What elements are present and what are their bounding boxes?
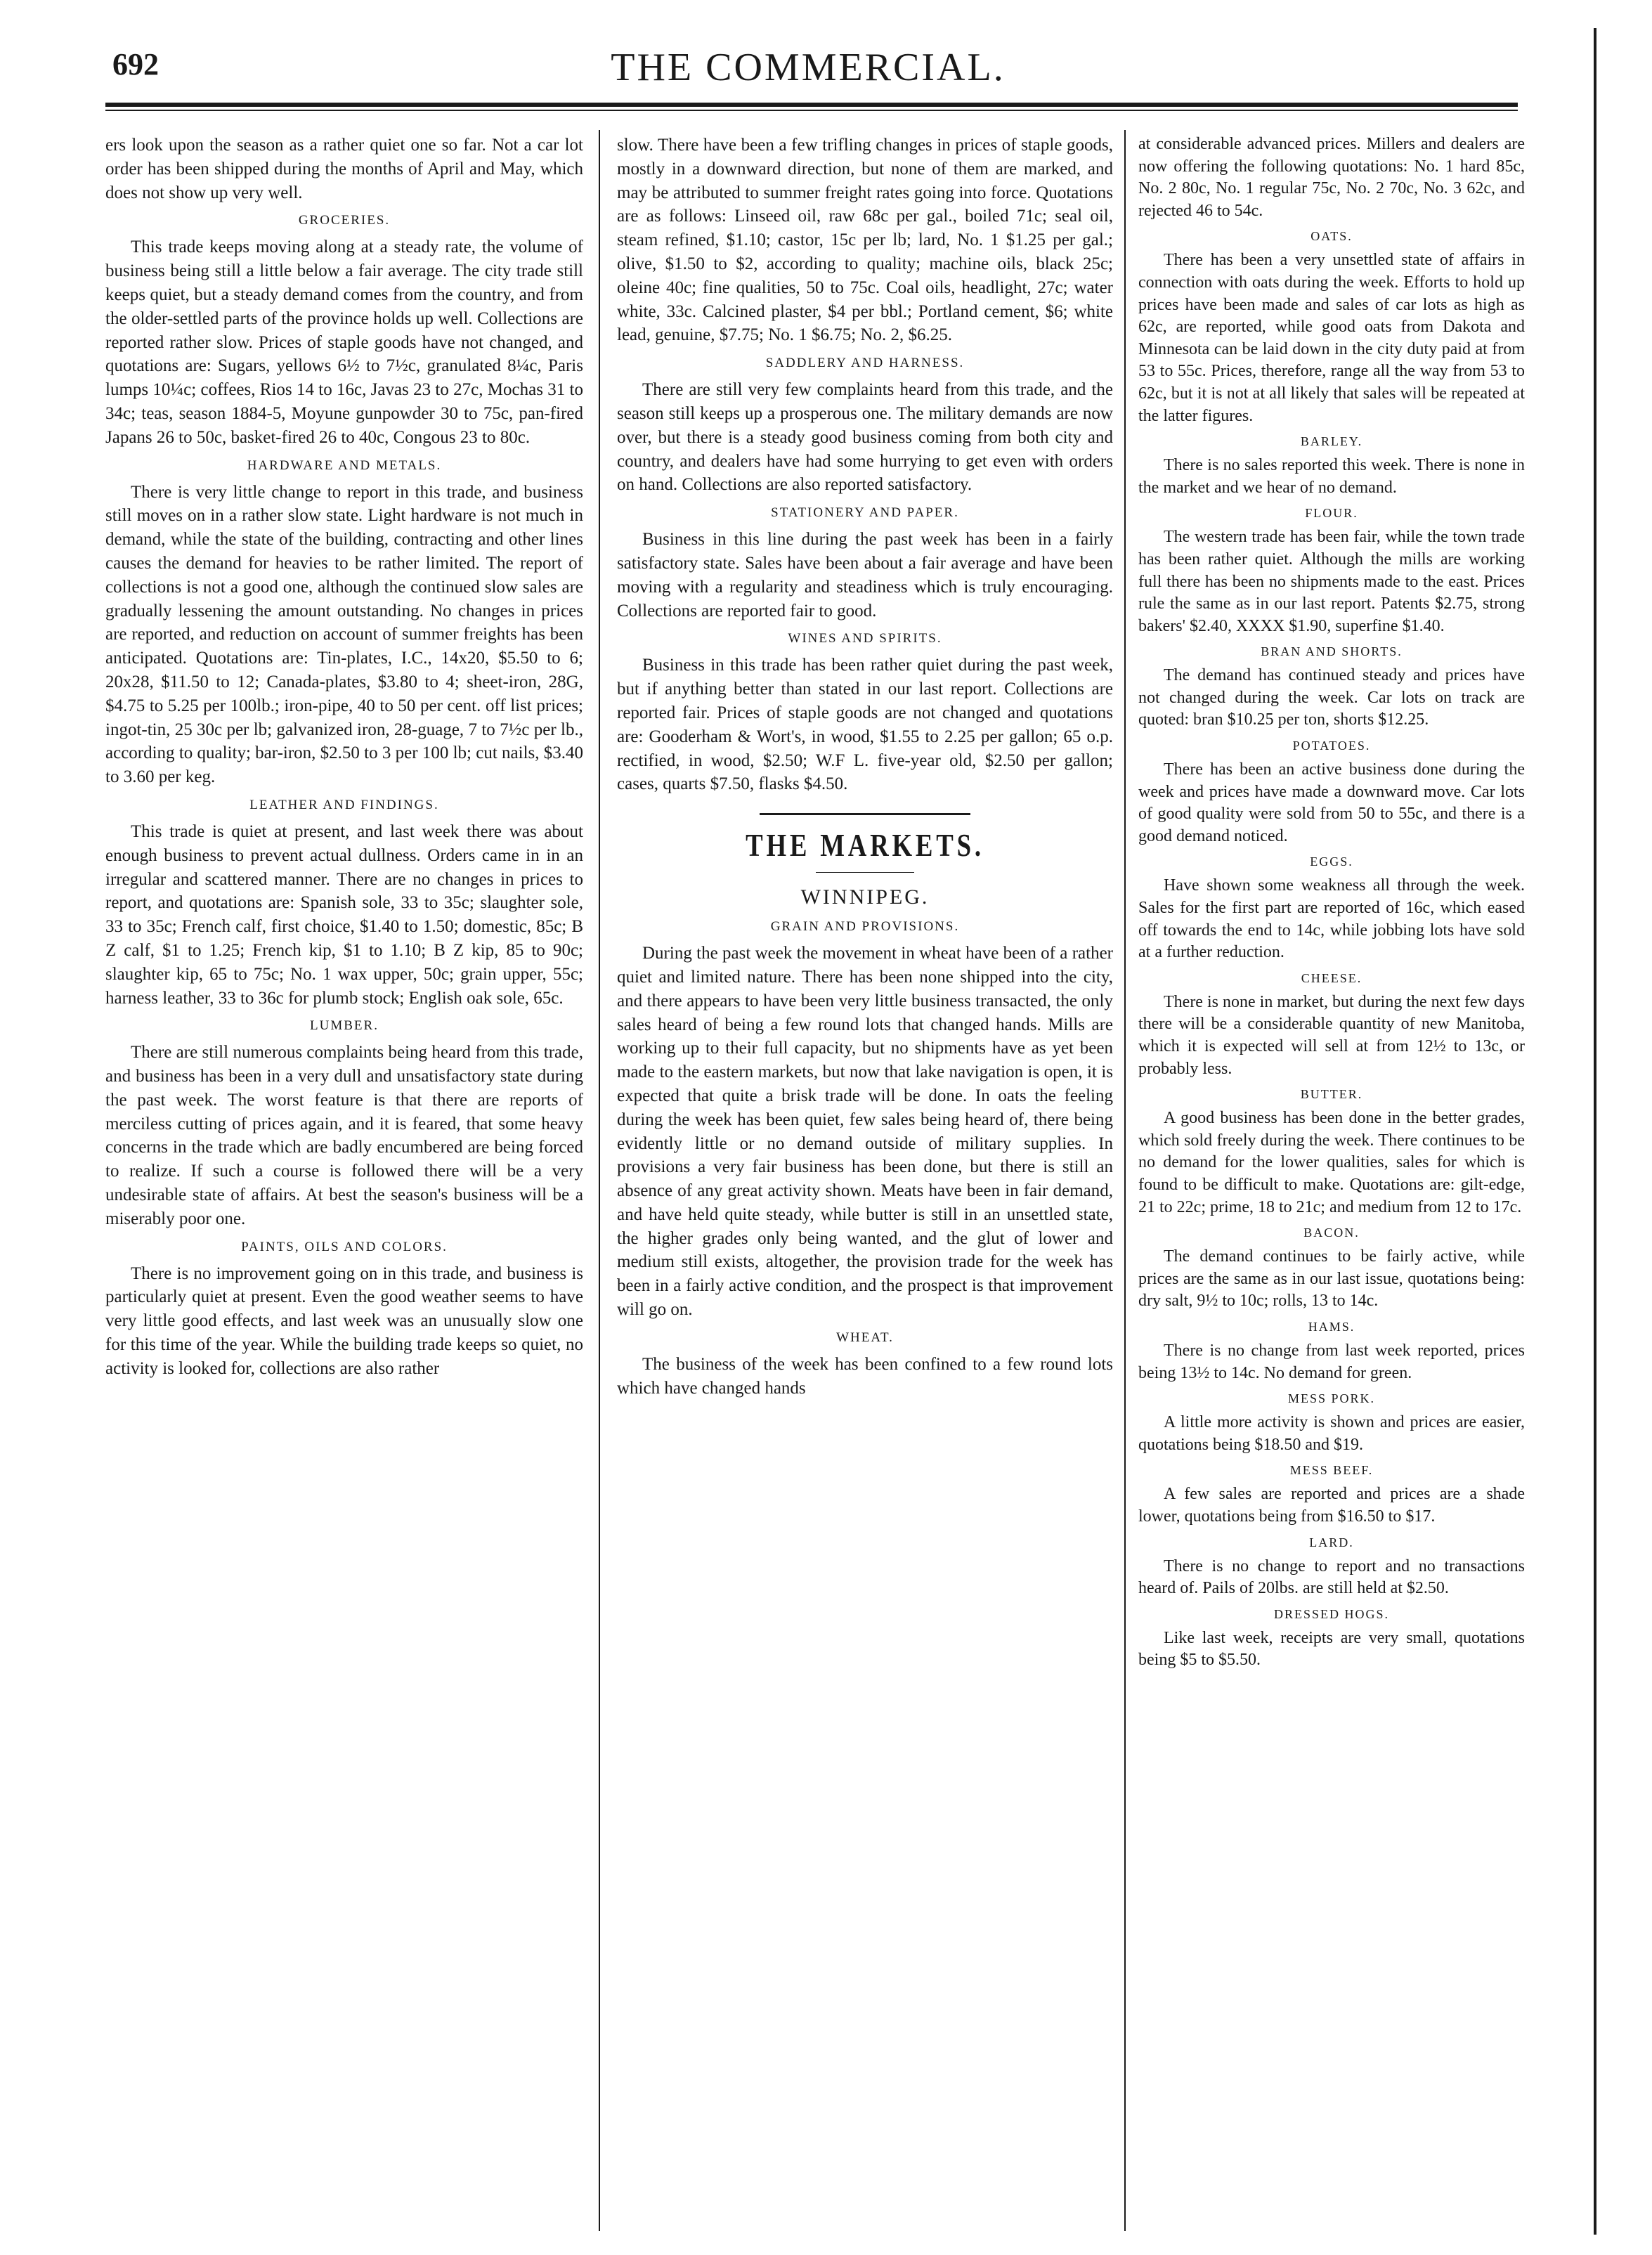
section-heading: BACON. [1303,1226,1360,1240]
section-heading: STATIONERY AND PAPER. [771,505,959,521]
article-paragraph: There has been a very unsettled state of affairs in connection with oats during the week. Efforts to hold up prices have been made and sales of car lots as high as 62c, are reported, while good oats from Dakota and Minnesota can be laid down in the city duty paid at from 53 to 55c. Prices, therefore, range all the way from 53 to 62c, but it is not at all likely that sales will be repeated at the latter figures. [1138,251,1525,425]
article-paragraph: Business in this line during the past week has been in a fairly satisfactory state. Sales have been about a fair average and have been moving with a regularity and steadiness which is truly encouraging. Collections are reported fair to good. [617,530,1113,620]
article-paragraph: A few sales are reported and prices are a shade lower, quotations being from $16.50 to $17. [1138,1485,1525,1526]
section-heading: BRAN AND SHORTS. [1261,644,1403,659]
article-paragraph: There has been an active business done during the week and prices have made a downward move. Car lots of good quality were sold from 50 to 55c, and there is a good demand noticed. [1138,760,1525,845]
city-heading: WINNIPEG. [800,885,930,909]
section-heading: MESS PORK. [1287,1391,1376,1406]
section-heading: WHEAT. [836,1330,894,1345]
section-separator [760,813,970,815]
article-paragraph: Like last week, receipts are very small, quotations being $5 to $5.50. [1138,1628,1525,1670]
article-paragraph: The demand continues to be fairly active, while prices are the same as in our last issue, quotations being: dry salt, 9½ to 10c; rolls, 13 to 14c. [1138,1247,1525,1311]
section-heading: BARLEY. [1300,434,1363,449]
column-2-top [617,134,1113,796]
section-heading: SADDLERY AND HARNESS. [765,356,965,371]
section-heading: PAINTS, OILS AND COLORS. [241,1239,448,1254]
article-paragraph: A good business has been done in the better grades, which sold freely during the week. There continues to be no demand for the lower qualities, sales for which is found to be difficult to make. Quotations are: gilt-edge, 21 to 22c; prime, 18 to 21c; and medium from 12 to 17c. [1138,1109,1525,1216]
section-heading: DRESSED HOGS. [1273,1606,1390,1621]
article-paragraph: The business of the week has been confined to a few round lots which have changed hands [617,1354,1113,1398]
article-paragraph: There is no change to report and no transactions heard of. Pails of 20lbs. are still held at $2.50. [1138,1557,1525,1598]
article-paragraph: During the past week the movement in wheat have been of a rather quiet and limited nature. There has been none shipped into the city, and there appears to have been very little business transacted, the only sales heard of being a few round lots that changed hands. Mills are working up to their full capacity, but no shipments have as yet been made to the eastern markets, but now that lake navigation is open, it is expected that quite a brisk trade will be done. In oats the feeling during the week has been quiet, few sales being heard of, there being evidently little or no demand outside of military supplies. In provisions a very fair business has been done, but there is still an absence of any great activity shown. Meats have been in fair demand, and have held quite steady, while butter is still in an unsettled state, the higher grades only being wanted, and the glut of lower and medium still exists, altogether, the provision trade for the week has been in a fairly active condition, and the prospect is that improvement will go on. [617,944,1113,1320]
section-heading: CHEESE. [1301,970,1362,985]
section-heading: HARDWARE AND METALS. [247,457,442,473]
article-paragraph: The western trade has been fair, while the town trade has been rather quiet. Although the mills are working full there has been no shipments made to the east. Prices rule the same as in our last report. Patents $2.75, strong bakers' $2.40, XXXX $1.90, superfine $1.40. [1138,528,1525,635]
section-separator-short [816,872,914,873]
section-heading: BUTTER. [1300,1087,1363,1102]
page-edge [1594,28,1596,2235]
column-2-bottom [617,919,1113,1400]
section-heading: GRAIN AND PROVISIONS. [770,919,960,935]
page-number: 692 [112,47,159,82]
section-heading: OATS. [1310,229,1353,244]
column-3 [1138,134,1525,1677]
article-paragraph: The demand has continued steady and prices have not changed during the week. Car lots on track are quoted: bran $10.25 per ton, shorts $12.25. [1138,666,1525,729]
column-divider [599,130,600,2231]
newspaper-title: THE COMMERCIAL. [611,46,1006,89]
article-paragraph: ers look upon the season as a rather quiet one so far. Not a car lot order has been shipped during the months of April and May, which does not show up very well. [105,136,583,202]
article-paragraph: This trade keeps moving along at a steady rate, the volume of business being still a little below a fair average. The city trade still keeps quiet, but a steady demand comes from the country, and from the older-settled parts of the province holds up well. Collections are reported rather slow. Prices of staple goods have not changed, and quotations are: Sugars, yellows 6½ to 7½c, granulated 8¼c, Paris lumps 10¼c; coffees, Rios 14 to 16c, Javas 23 to 27c, Mochas 31 to 34c; teas, season 1884-5, Moyune gunpowder 30 to 75c, pan-fired Japans 26 to 50c, basket-fired 26 to 40c, Congous 23 to 80c. [105,238,583,447]
article-paragraph: There are still numerous complaints being heard from this trade, and business has been in a very dull and unsatisfactory state during the past week. The worst feature is that there are reports of merciless cutting of prices again, and it is feared, that some heavy concerns in the trade which are badly encumbered are being forced to realize. If such a course is followed there will be a very undesirable state of affairs. At best the season's business will be a miserably poor one. [105,1043,583,1228]
article-paragraph: at considerable advanced prices. Millers and dealers are now offering the following quotations: No. 1 hard 85c, No. 2 80c, No. 1 regular 75c, No. 2 70c, No. 3 62c, and rejected 46 to 54c. [1138,135,1525,220]
page-header [105,45,1511,94]
article-paragraph: There is none in market, but during the next few days there will be a considerable quantity of new Manitoba, which it is expected will sell at from 12½ to 13c, or probably less. [1138,992,1525,1078]
section-heading: WINES AND SPIRITS. [788,631,942,646]
article-paragraph: There is no sales reported this week. There is none in the market and we hear of no demand. [1138,456,1525,497]
article-paragraph: slow. There have been a few trifling changes in prices of staple goods, mostly in a downward direction, but none of them are marked, and may be attributed to summer freight rates going into force. Quotations are as follows: Linseed oil, raw 68c per gal., boiled 71c; seal oil, steam refined, $1.10; castor, 15c per lb; lard, No. 1 $1.25 per gal.; olive, $1.50 to $2, according to quality; machine oils, black 25c; oleine 40c; fine qualities, 50 to 75c. Coal oils, headlight, 27c; water white, 33c. Calcined plaster, $4 per bbl.; Portland cement, $6; white lead, genuine, $7.75; No. 1 $6.75; No. 2, $6.25. [617,136,1113,345]
article-paragraph: Have shown some weakness all through the week. Sales for the first part are reported of 16c, which eased off towards the end to 14c, while jobbing lots have sold at a further reduction. [1138,876,1525,962]
section-heading: FLOUR. [1305,506,1358,521]
column-divider [1124,130,1126,2231]
article-paragraph: There is no change from last week reported, prices being 13½ to 14c. No demand for green. [1138,1341,1525,1382]
section-heading: EGGS. [1310,854,1353,869]
section-heading: LEATHER AND FINDINGS. [249,797,439,812]
article-paragraph: A little more activity is shown and prices are easier, quotations being $18.50 and $19. [1138,1413,1525,1454]
column-1 [105,134,583,1386]
header-rule-thin [105,110,1518,111]
article-paragraph: There is very little change to report in this trade, and business still moves on in a rather slow state. Light hardware is not much in demand, while the state of the building, contracting and other lines causes the demand for heavies to be rather limited. The report of collections is not a good one, although the continued slow sales are gradually lessening the amount outstanding. No changes in prices are reported, and reduction on account of summer freights has been anticipated. Quotations are: Tin-plates, I.C., 14x20, $5.50 to 6; 20x28, $11.50 to 12; Canada-plates, $3.80 to 4; sheet-iron, 28G, $4.75 to 5.25 per 100lb.; iron-pipe, 40 to 50 per cent. off list prices; ingot-tin, 25 30c per lb; galvanized iron, 28-guage, 7 to 7½c per lb., according to quality; bar-iron, $2.50 to 3 per 100 lb; cut nails, $3.40 to 3.60 per keg. [105,482,583,787]
article-paragraph: Business in this trade has been rather quiet during the past week, but if anything better than stated in our last report. Collections are reported fair. Prices of staple goods are not changed and quotations are: Gooderham & Wort's, in wood, $1.55 to 2.25 per gallon; 65 o.p. rectified, in wood, $2.50; W.F L. five-year old, $2.50 per gallon; cases, quarts $7.50, flasks $4.50. [617,656,1113,794]
article-paragraph: There are still very few complaints heard from this trade, and the season still keeps up a prosperous one. The military demands are now over, but there is a steady good business coming from both city and country, and dealers have had some hurrying to get even with orders on hand. Collections are also reported satisfactory. [617,380,1113,495]
section-heading: MESS BEEF. [1289,1463,1374,1478]
header-rule [105,103,1518,107]
section-heading: GROCERIES. [298,213,391,228]
section-heading: POTATOES. [1292,739,1371,753]
section-heading: HAMS. [1308,1319,1355,1334]
markets-heading: THE MARKETS. [746,827,984,864]
section-heading: LARD. [1309,1535,1354,1549]
article-paragraph: This trade is quiet at present, and last week there was about enough business to prevent actual dullness. Orders came in in an irregular and scattered manner. There are no changes in prices to report, and quotations are: Spanish sole, 33 to 35c; slaughter sole, 33 to 35c; French calf, first choice, $1.40 to 1.50; domestic, 85c; B Z calf, $1 to 1.25; French kip, $1 to 1.10; B Z kip, 85 to 90c; slaughter kip, 65 to 75c; No. 1 wax upper, 50c; grain upper, 55c; harness leather, 33 to 36c for plumb stock; English oak sole, 65c. [105,821,583,1008]
column-2 [617,134,1113,1405]
article-paragraph: There is no improvement going on in this trade, and business is particularly quiet at present. Even the good weather seems to have very little good effects, and last week was an unusually slow one for this time of the year. While the building trade keeps so quiet, no activity is looked for, collections are also rather [105,1263,583,1378]
section-heading: LUMBER. [310,1018,379,1034]
